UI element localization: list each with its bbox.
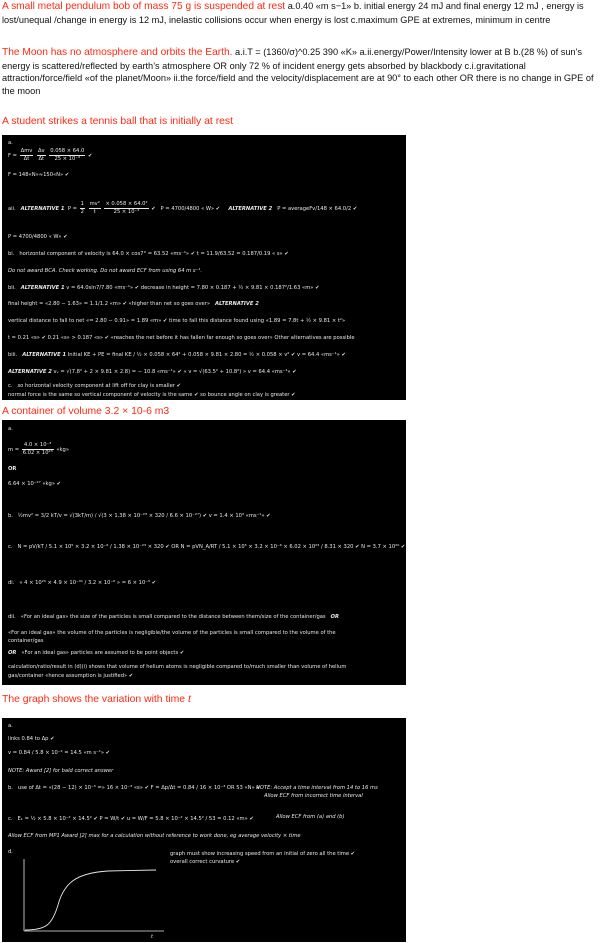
- q3-bii-line: [8, 285, 319, 292]
- q4-m-unit: «kg»: [56, 447, 69, 453]
- q5-b-note: NOTE: Accept a time interval from 14 to 16 ms: [256, 785, 378, 791]
- q3-bi-text: horizontal component of velocity is 64.0 × cos7° = 63.52 «ms⁻¹» ✔ t = 11.9/63.52 = 0.187/0.19 « s» ✔: [19, 251, 289, 257]
- q2-title: The Moon has no atmosphere and orbits the Earth.: [2, 47, 233, 58]
- q3-bii-final-line: [8, 301, 259, 308]
- q3-p-mv2: [89, 201, 101, 216]
- q4-answer-box: [2, 420, 406, 685]
- q4-m-frac: [22, 442, 54, 457]
- q3-p-mv2-num: mv²: [89, 201, 100, 207]
- q1-title: A small metal pendulum bob of mass 75 g is suspended at rest: [2, 1, 286, 12]
- q4-c-text: N = pV/kT / 5.1 × 10⁵ × 3.2 × 10⁻⁶ / 1.38 × 10⁻²³ × 320 ✔ OR N = pVN_A/RT / 5.1 × 10⁵ × 3.2 × 10⁻⁶ × 6.02 × 10²³ / 8.31 × 320 ✔ N = 3.7 × 10²⁰ ✔: [17, 544, 406, 550]
- q5-a-v: v = 0.84 / 5.8 × 10⁻² = 14.5 «m s⁻¹» ✔: [8, 750, 111, 756]
- q3-biii-text: Initial KE + PE = final KE / ½ × 0.058 × 64² + 0.058 × 9.81 × 2.80 = ½ × 0.058 × v² ✔ v = 64.4 «ms⁻¹» ✔: [67, 352, 346, 358]
- q3-p2-expr: P = averageFv/148 × 64.0/2: [277, 206, 352, 212]
- q3-force-result: F = 148«N»≈150«N» ✔: [8, 172, 70, 178]
- q4-dii-text4: «For an ideal gas» particles are assumed to be point objects ✔: [21, 650, 185, 656]
- q4-dii-or2: OR: [8, 650, 17, 656]
- q5-c-note2: Allow ECF from MP1 Award [2] max for a calculation without reference to work done, eg average velocity × time: [8, 833, 301, 839]
- q3-p-lhs: P =: [67, 206, 79, 212]
- q5-d-text2: overall correct curvature ✔: [170, 859, 241, 865]
- q5-answer-box: [2, 718, 406, 942]
- q4-dii-text3: container/gas: [8, 638, 44, 644]
- q4-mass-formula: [8, 442, 69, 457]
- q3-bii-t: t = 0.21 «s» ✔ 0.21 «s» > 0.187 «s» ✔ «reaches the net before it has fallen far enough so goes over» Other alternatives are possible: [8, 335, 355, 341]
- q5-part-a-label: a.: [8, 723, 13, 729]
- q3-bii-text: v = 64.0sin7/7.80 «ms⁻¹» ✔ decrease in height = 7.80 × 0.187 + ½ × 9.81 × 0.187²/1.63 «m» ✔: [66, 285, 320, 291]
- q3-aii-line: [8, 201, 357, 216]
- q3-biii-label: biii.: [8, 352, 18, 358]
- q3-bii-vert: vertical distance to fall to net «= 2.80 − 0.91» = 1.89 «m» ✔ time to fall this distance found using «1.89 = 7.8t + ½ × 9.81 × t²»: [8, 318, 346, 324]
- q4-di-line: [8, 580, 156, 587]
- q5-c-note: Allow ECF from (a) and (b): [276, 814, 345, 820]
- q5-title: [2, 693, 191, 706]
- q3-c-text: so horizontal velocity component at lift off for clay is smaller ✔: [17, 383, 181, 389]
- q3-alt1b: ALTERNATIVE 1: [20, 285, 65, 291]
- q4-di-label: di.: [8, 580, 15, 586]
- q3-biii-alt2: vᵥ = √(7.8² + 2 × 9.81 × 2.8) = − 10.8 «ms⁻¹» ✔ « v = √(63.5² + 10.8²) » v = 64.4 «ms⁻¹» ✔: [53, 369, 297, 375]
- q3-part-a-label: a.: [8, 140, 13, 146]
- q3-c-text2: normal force is the same so vertical component of velocity is the same ✔ so bounce angle on clay is greater ✔: [8, 392, 296, 398]
- q4-b-text: ½mv² = 3/2 kT/v = √(3kT/m) / √(3 × 1.38 × 10⁻²³ × 320 / 6.6 × 10⁻²⁷) ✔ v = 1.4 × 10³ «ms⁻¹» ✔: [17, 513, 271, 519]
- q3-bii-final: final height = «2.80 − 1.63» = 1.1/1.2 «m» ✔ «higher than net so goes over»: [8, 301, 211, 307]
- q4-title: A container of volume 3.2 × 10-6 m3: [2, 406, 170, 417]
- q1-paragraph: [2, 0, 604, 26]
- q3-c-label: c.: [8, 383, 13, 389]
- q3-alt2c: ALTERNATIVE 2: [8, 369, 52, 375]
- q4-or: OR: [8, 466, 17, 472]
- q1-answer: a.0.40 «m s−1» b. initial energy 24 mJ and final energy 12 mJ , energy is lost/unequal /change in energy is 12 mJ, inelastic collisions occur when energy is lost c.maximum GPE at extremes, minimum in centre: [2, 1, 584, 25]
- q3-p-result: P = 4700/4800 « W» ✔: [160, 206, 221, 212]
- q3-p-mult: [104, 201, 148, 216]
- q3-answer-box: [2, 135, 406, 400]
- q5-b-label: b.: [8, 785, 13, 791]
- q3-frac2: [37, 148, 46, 163]
- q3-p-mult-num: × 0.058 × 64.0²: [105, 201, 148, 207]
- q4-dii-text5: calculation/ratio/result in (d)(i) shows that volume of helium atoms is negligible compared to/much smaller than volume of helium: [8, 664, 347, 670]
- q5-d-text: graph must show increasing speed from an initial of zero all the time ✔: [170, 851, 356, 857]
- q4-dii-text: «For an ideal gas» the size of the particles is small compared to the distance between them/size of the container/gas: [20, 614, 326, 620]
- q4-dii-text2: «For an ideal gas» the volume of the particles is negligible/the volume of the particles is small compared to the volume of the: [8, 630, 336, 636]
- q3-bi-line: [8, 251, 289, 258]
- q5-title-t: t: [187, 694, 191, 705]
- q5-b-line: [8, 785, 261, 792]
- q3-p-mult-den: 25 × 10⁻³: [113, 209, 140, 215]
- q3-biii-line: [8, 352, 346, 359]
- q4-dii-label: dii.: [8, 614, 16, 620]
- q4-c-line: [8, 544, 405, 551]
- q3-bi-note: Do not award BCA. Check working. Do not award ECF from using 64 m s⁻¹.: [8, 268, 203, 274]
- q3-alt2: ALTERNATIVE 2: [228, 206, 273, 212]
- q2-paragraph: [2, 46, 604, 97]
- q5-b-note2: Allow ECF from incorrect time interval: [264, 793, 363, 799]
- q3-force-formula: [8, 148, 92, 163]
- q4-m-den: 6.02 × 10²³: [22, 450, 53, 456]
- q3-frac2-num: Δv: [37, 148, 45, 154]
- q4-di-text: « 4 × 10²⁰ × 4.9 × 10⁻³¹ / 3.2 × 10⁻⁶ » = 6 × 10⁻⁵ ✔: [19, 580, 157, 586]
- q3-frac1: [20, 148, 34, 163]
- q4-m-alt: 6.64 × 10⁻²⁷ «kg» ✔: [8, 481, 61, 487]
- q3-p-t: t: [93, 209, 96, 215]
- q4-b-line: [8, 513, 271, 520]
- q5-c-label: c.: [8, 816, 13, 822]
- q3-p-half-num: 1: [80, 201, 84, 207]
- q3-frac3-den: 25 × 10⁻³: [54, 156, 81, 162]
- q4-m-lhs: m =: [8, 447, 20, 453]
- q5-a-text: links 0.84 to Δp ✔: [8, 736, 55, 742]
- graph-t-label: t: [151, 934, 153, 940]
- q3-check-icon: ✔: [151, 206, 156, 212]
- q3-frac3: [49, 148, 85, 163]
- q4-c-label: c.: [8, 544, 13, 550]
- q4-dii-text6: gas/container «hence assumption is justified» ✔: [8, 673, 134, 679]
- q3-p-half: [80, 201, 85, 216]
- q3-title: A student strikes a tennis ball that is initially at rest: [2, 116, 234, 127]
- q4-m-num: 4.0 × 10⁻³: [22, 442, 54, 450]
- q3-f-lhs: F =: [8, 153, 19, 159]
- q3-p-final: P = 4700/4800 « W» ✔: [8, 234, 68, 240]
- q3-alt1: ALTERNATIVE 1: [20, 206, 65, 212]
- q3-aii-label: aii.: [8, 206, 16, 212]
- q5-velocity-graph: [16, 855, 166, 940]
- q3-check-icon: ✔: [87, 153, 93, 159]
- q3-c-line: [8, 383, 181, 390]
- q5-note: NOTE: Award [2] for bald correct answer: [8, 768, 114, 774]
- q3-frac3-num: 0.058 × 64.0: [50, 148, 85, 154]
- q5-c-line: [8, 816, 254, 823]
- q4-b-label: b.: [8, 513, 13, 519]
- q5-b-text: use of Δt = «(28 − 12) × 10⁻³ =» 16 × 10⁻³ «s» ✔ F = Δp/Δt = 0.84 / 16 × 10⁻³ OR 53 «N» ✔: [17, 785, 261, 791]
- q3-p-half-den: 2: [80, 209, 84, 215]
- q4-dii-line: [8, 614, 339, 621]
- q3-biii-alt2-line: [8, 369, 297, 376]
- q4-dii-or: OR: [330, 614, 339, 620]
- q3-frac1-num: Δmv: [20, 148, 33, 154]
- q3-frac1-den: Δt: [23, 156, 30, 162]
- q4-part-a-label: a.: [8, 426, 13, 432]
- q3-alt1c: ALTERNATIVE 1: [22, 352, 67, 358]
- q3-alt2b: ALTERNATIVE 2: [214, 301, 259, 307]
- q5-d-label: d.: [8, 849, 13, 855]
- q3-bi-label: bi.: [8, 251, 15, 257]
- q2-answer: a.i.T = (1360/σ)^0.25 390 «K» a.ii.energy/Power/Intensity lower at B b.(28 %) of sun’s energy is scattered/reflected by earth’s atmosphere OR only 72 % of incident energy gets absorbed by blackbody c.i.gravitational attraction/force/field «of the planet/Moon» ii.the force/field and the velocity/displacement are at 90° to each other OR there is no change in GPE of the moon: [2, 47, 594, 96]
- graph-curve: [25, 870, 156, 930]
- q5-c-text: Eₖ = ½ × 5.8 × 10⁻² × 14.5² ✔ P = W/t ✔ u = W/F = 5.8 × 10⁻² × 14.5² / 53 = 0.12 «m» ✔: [17, 816, 254, 822]
- q3-bii-label: bii.: [8, 285, 16, 291]
- q4-dii-line4: [8, 650, 184, 657]
- q5-title-text: The graph shows the variation with time: [2, 694, 188, 705]
- q3-frac2-den: Δt: [38, 156, 45, 162]
- q3-check-icon: ✔: [352, 206, 358, 212]
